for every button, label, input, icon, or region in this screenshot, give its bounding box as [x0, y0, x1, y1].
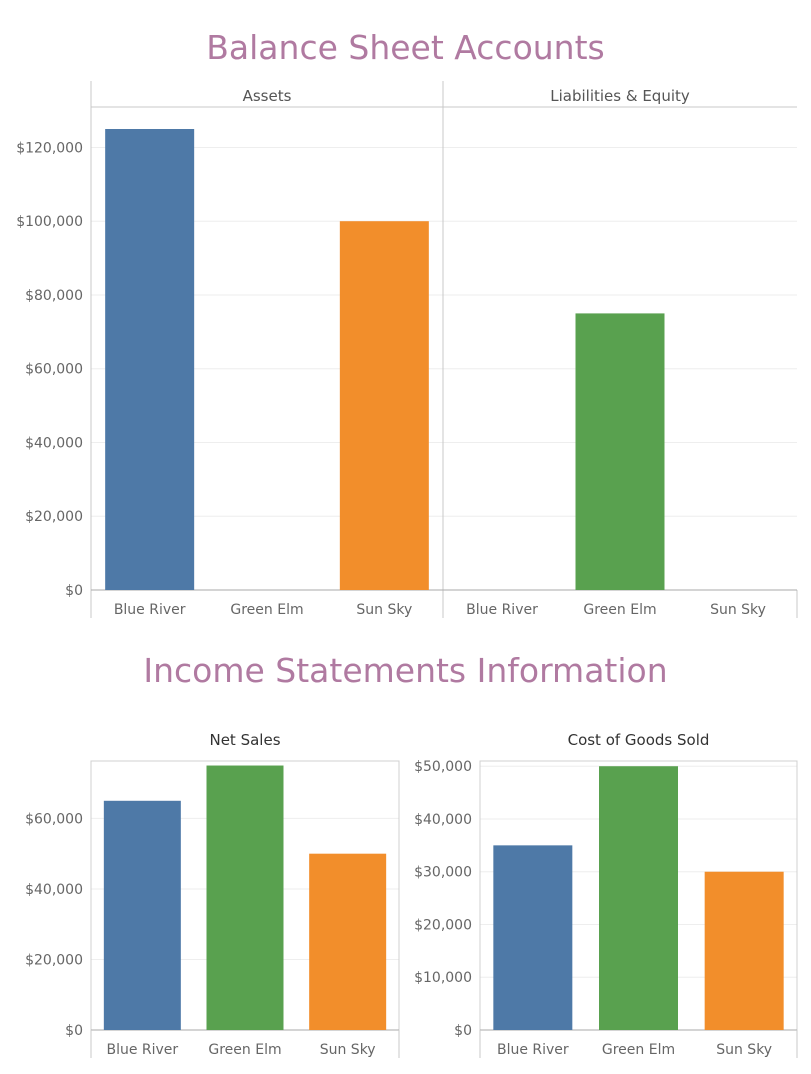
- y-tick-label: $0: [454, 1023, 472, 1039]
- balance-sheet-title: Balance Sheet Accounts: [206, 28, 605, 67]
- bar-net-sales-green-elm: [207, 766, 284, 1030]
- y-tick-label: $60,000: [25, 811, 83, 828]
- y-tick-label: $120,000: [16, 140, 83, 157]
- bar-net-sales-sun-sky: [309, 854, 386, 1030]
- x-tick-label: Sun Sky: [356, 602, 413, 618]
- bar-cogs-sun-sky: [705, 872, 784, 1030]
- y-tick-label: $10,000: [414, 970, 472, 987]
- panel-header-liabilities-and-equity: Liabilities & Equity: [550, 87, 690, 105]
- x-tick-label: Green Elm: [230, 602, 304, 618]
- x-tick-label: Blue River: [106, 1042, 179, 1058]
- x-tick-label: Green Elm: [601, 1042, 676, 1058]
- y-tick-label: $50,000: [414, 759, 472, 776]
- chart-title-cost-of-goods-sold: Cost of Goods Sold: [567, 731, 710, 749]
- chart-title-net-sales: Net Sales: [209, 731, 281, 749]
- y-tick-label: $100,000: [16, 214, 83, 231]
- bar-cogs-green-elm: [599, 766, 678, 1030]
- bar-assets-blue-river: [105, 129, 194, 590]
- y-tick-label: $60,000: [25, 361, 83, 378]
- income-statements-title: Income Statements Information: [143, 651, 668, 690]
- y-tick-label: $0: [65, 583, 83, 599]
- panel-header-assets: Assets: [242, 87, 292, 105]
- bar-net-sales-blue-river: [104, 801, 181, 1030]
- x-tick-label: Blue River: [466, 602, 538, 618]
- y-tick-label: $40,000: [414, 811, 472, 828]
- x-tick-label: Blue River: [113, 602, 186, 618]
- bar-assets-sun-sky: [340, 221, 429, 590]
- y-tick-label: $40,000: [25, 435, 83, 452]
- y-tick-label: $80,000: [25, 287, 83, 304]
- bar-liabilities-and-equity-green-elm: [576, 313, 665, 590]
- y-tick-label: $20,000: [414, 917, 472, 934]
- x-tick-label: Green Elm: [208, 1042, 282, 1058]
- y-tick-label: $30,000: [414, 864, 472, 881]
- bar-cogs-blue-river: [493, 845, 572, 1030]
- y-tick-label: $20,000: [25, 952, 83, 969]
- x-tick-label: Sun Sky: [319, 1042, 376, 1058]
- x-tick-label: Sun Sky: [710, 602, 766, 618]
- y-tick-label: $20,000: [25, 509, 83, 526]
- x-tick-label: Green Elm: [583, 602, 657, 618]
- x-tick-label: Sun Sky: [716, 1042, 773, 1058]
- y-tick-label: $0: [65, 1023, 83, 1039]
- x-tick-label: Blue River: [496, 1042, 569, 1058]
- y-tick-label: $40,000: [25, 881, 83, 898]
